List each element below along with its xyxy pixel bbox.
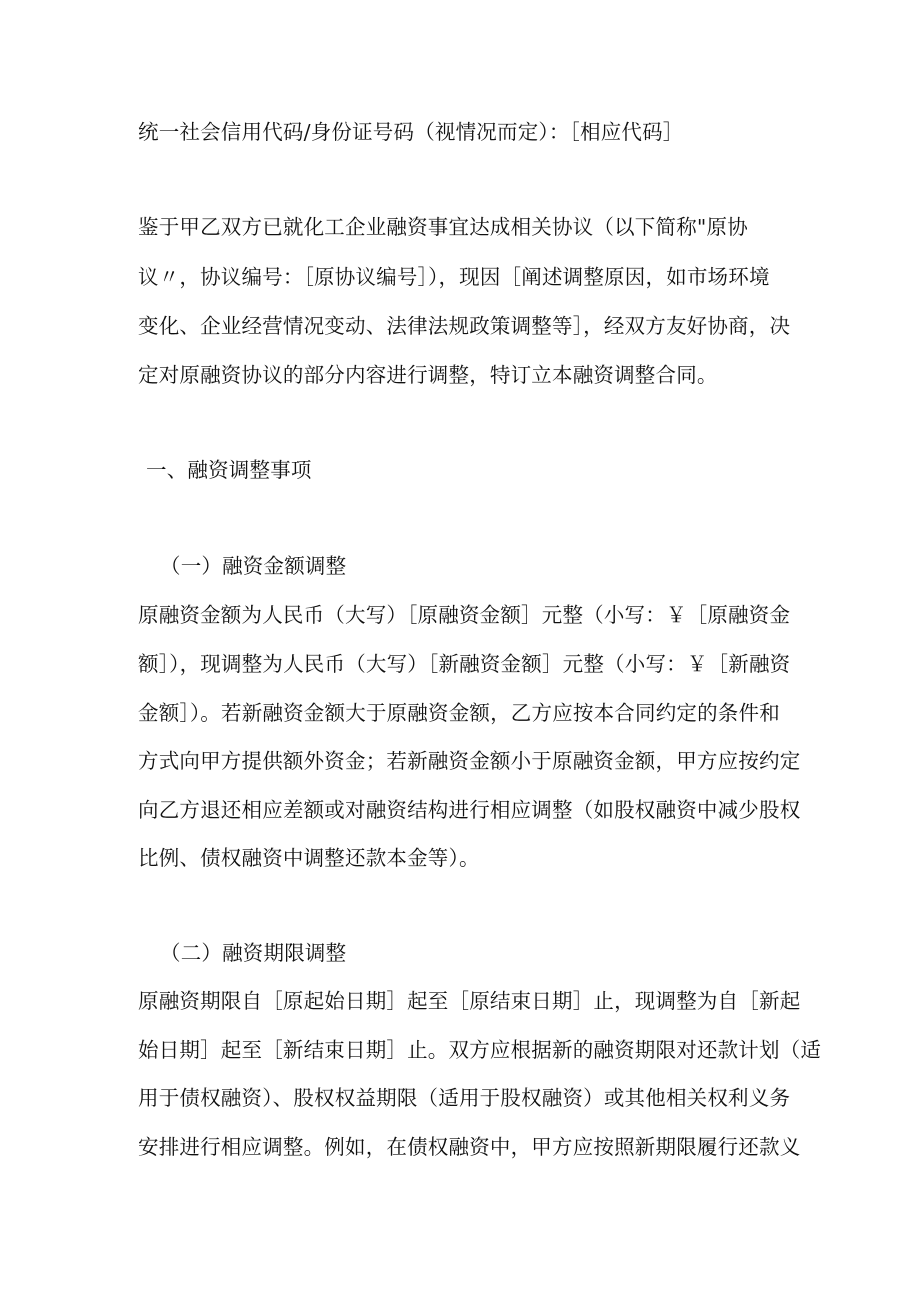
- preamble-line-3: 变化、企业经营情况变动、法律法规政策调整等］，经双方友好协商，决: [138, 314, 791, 338]
- subsection-1-line-1: 原融资金额为人民币（大写）［原融资金额］元整（小写：￥［原融资金: [138, 603, 791, 627]
- credit-code-line: 统一社会信用代码/身份证号码（视情况而定）：［相应代码］: [138, 120, 684, 144]
- preamble-line-1: 鉴于甲乙双方已就化工企业融资事宜达成相关协议（以下简称"原协: [138, 215, 748, 239]
- subsection-1-line-5: 向乙方退还相应差额或对融资结构进行相应调整（如股权融资中减少股权: [138, 798, 801, 822]
- subsection-1-line-3: 金额］）。若新融资金额大于原融资金额，乙方应按本合同约定的条件和: [138, 701, 780, 725]
- preamble-line-4: 定对原融资协议的部分内容进行调整，特订立本融资调整合同。: [138, 363, 718, 387]
- subsection-1-line-4: 方式向甲方提供额外资金；若新融资金额小于原融资金额，甲方应按约定: [138, 749, 801, 773]
- subsection-2-line-2: 始日期］起至［新结束日期］止。双方应根据新的融资期限对还款计划（适: [138, 1038, 822, 1062]
- subsection-1-line-6: 比例、债权融资中调整还款本金等）。: [138, 846, 480, 870]
- subsection-1-title: （一）融资金额调整: [160, 554, 347, 578]
- subsection-2-line-3: 用于债权融资）、股权权益期限（适用于股权融资）或其他相关权利义务: [138, 1086, 791, 1110]
- section-1-title: 一、融资调整事项: [146, 458, 312, 482]
- subsection-1-line-2: 额］），现调整为人民币（大写）［新融资金额］元整（小写：￥［新融资: [138, 652, 791, 676]
- subsection-2-line-4: 安排进行相应调整。例如，在债权融资中，甲方应按照新期限履行还款义: [138, 1135, 801, 1159]
- subsection-2-title: （二）融资期限调整: [160, 941, 347, 965]
- subsection-2-line-1: 原融资期限自［原起始日期］起至［原结束日期］止，现调整为自［新起: [138, 989, 801, 1013]
- preamble-line-2: 议〃，协议编号：［原协议编号］），现因［阐述调整原因，如市场环境: [138, 265, 770, 289]
